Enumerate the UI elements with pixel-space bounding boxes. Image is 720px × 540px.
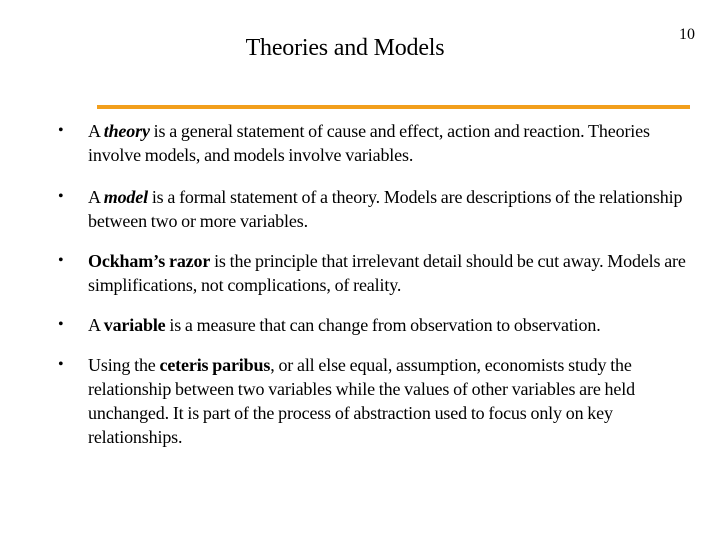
term-variable: variable — [103, 315, 166, 335]
title-divider — [97, 105, 690, 109]
bullet-text — [88, 353, 703, 449]
term-ockhams-razor: Ockham’s razor — [88, 251, 211, 271]
bullet-marker-icon: • — [58, 122, 64, 139]
bullet-marker-icon: • — [58, 316, 64, 333]
term-ceteris-paribus: ceteris paribus — [159, 355, 271, 375]
bullet-text — [88, 119, 703, 167]
bullet-marker-icon: • — [58, 188, 64, 205]
text-run: A — [88, 315, 104, 335]
slide-title: Theories and Models — [245, 35, 445, 61]
text-run: is a general statement of cause and effect, action and reaction. Theories involve models, and models involve variables. — [88, 121, 650, 165]
bullet-text — [88, 313, 703, 337]
slide-number: 10 — [679, 26, 695, 43]
text-run: is a measure that can change from observation to observation. — [165, 315, 601, 335]
bullet-text — [88, 185, 703, 233]
text-run: is the principle that irrelevant detail should be cut away. Models are simplifications, not complications, of reality. — [88, 251, 686, 295]
text-run: is a formal statement of a theory. Models are descriptions of the relationship between two or more variables. — [88, 187, 683, 231]
text-run: A — [88, 121, 104, 141]
term-model: model — [103, 187, 148, 207]
text-run: Using the — [88, 355, 160, 375]
bullet-marker-icon: • — [58, 252, 64, 269]
term-theory: theory — [103, 121, 150, 141]
bullet-marker-icon: • — [58, 356, 64, 373]
text-run: A — [88, 187, 104, 207]
bullet-text — [88, 249, 703, 297]
text-run: , or all else equal, assumption, economists study the relationship between two variables while the values of other variables are held unchanged. It is part of the process of abstraction used to focus only on key relationships. — [88, 355, 635, 447]
